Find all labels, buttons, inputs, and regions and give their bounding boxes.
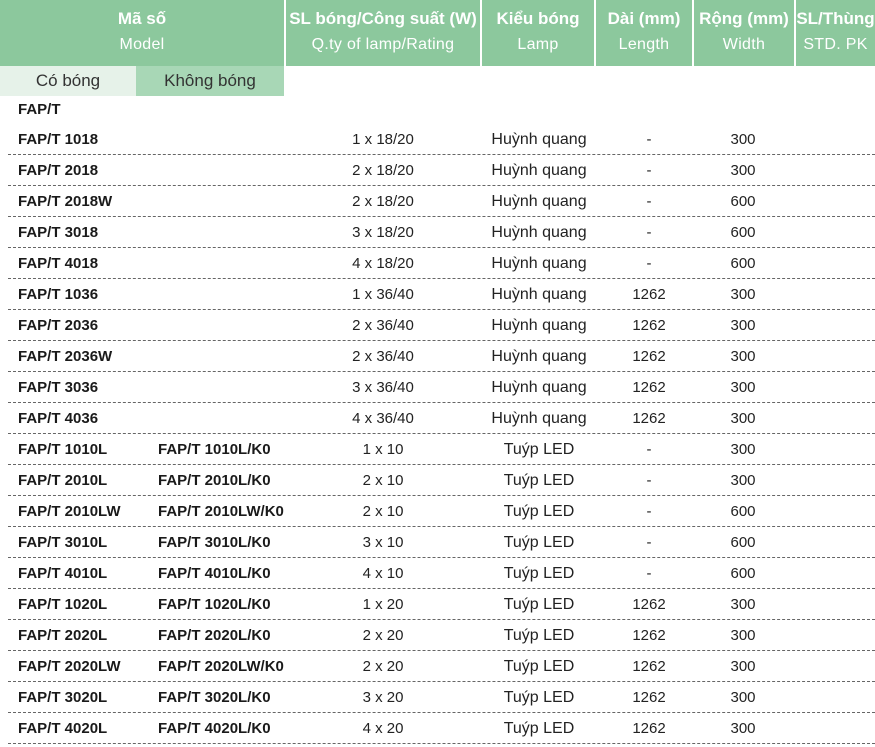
- header-width-en: Width: [722, 36, 766, 53]
- cell-qty: 3 x 10: [362, 534, 404, 551]
- cell-width: 300: [730, 441, 756, 458]
- cell-lamp: Tuýp LED: [503, 720, 575, 737]
- cell-qty: 4 x 10: [362, 565, 404, 582]
- cell-co: FAP/T 3018: [18, 224, 99, 241]
- cell-length: 1262: [632, 379, 666, 396]
- cell-kb: FAP/T 3020L/K0: [158, 689, 271, 706]
- cell-co: FAP/T 2036: [18, 317, 99, 334]
- table-row: [0, 434, 875, 465]
- cell-co: FAP/T 1036: [18, 286, 99, 303]
- header-lamp-en: Lamp: [517, 36, 559, 53]
- table-row: [0, 279, 875, 310]
- cell-co: FAP/T 2020LW: [18, 658, 121, 675]
- header-pack-en: STD. PK: [803, 36, 868, 53]
- cell-width: 300: [730, 720, 756, 737]
- cell-qty: 2 x 18/20: [352, 193, 414, 210]
- cell-qty: 2 x 18/20: [352, 162, 414, 179]
- cell-width: 600: [730, 565, 756, 582]
- header-width-vn: Rộng (mm): [699, 9, 789, 28]
- table-row: [0, 651, 875, 682]
- header-model-vn: Mã số: [117, 9, 167, 28]
- cell-qty: 2 x 10: [362, 503, 404, 520]
- cell-lamp: Tuýp LED: [503, 565, 575, 582]
- cell-width: 300: [730, 596, 756, 613]
- table-row: [0, 124, 875, 155]
- cell-qty: 3 x 36/40: [352, 379, 414, 396]
- header-qty-en: Q.ty of lamp/Rating: [311, 36, 455, 53]
- cell-length: -: [646, 224, 652, 241]
- cell-width: 600: [730, 503, 756, 520]
- cell-kb: FAP/T 4010L/K0: [158, 565, 271, 582]
- cell-lamp: Tuýp LED: [503, 596, 575, 613]
- cell-co: FAP/T 1020L: [18, 596, 108, 613]
- cell-length: 1262: [632, 348, 666, 365]
- cell-co: FAP/T 3020L: [18, 689, 108, 706]
- table-row: [0, 527, 875, 558]
- cell-length: 1262: [632, 720, 666, 737]
- cell-kb: FAP/T 2020LW/K0: [158, 658, 284, 675]
- cell-width: 300: [730, 410, 756, 427]
- cell-lamp: Tuýp LED: [503, 658, 575, 675]
- cell-kb: FAP/T 2010L/K0: [158, 472, 271, 489]
- cell-lamp: Tuýp LED: [503, 441, 575, 458]
- cell-width: 300: [730, 348, 756, 365]
- cell-width: 600: [730, 224, 756, 241]
- cell-co: FAP/T 4018: [18, 255, 99, 272]
- cell-lamp: Huỳnh quang: [491, 162, 587, 179]
- cell-lamp: Huỳnh quang: [491, 317, 587, 334]
- cell-qty: 4 x 20: [362, 720, 404, 737]
- table-row: [0, 589, 875, 620]
- header-length-vn: Dài (mm): [607, 9, 681, 28]
- cell-kb: FAP/T 2020L/K0: [158, 627, 271, 644]
- table-row: [0, 217, 875, 248]
- header-length: [596, 0, 692, 66]
- table-row: [0, 372, 875, 403]
- subheader-khong-bong: Không bóng: [136, 66, 284, 96]
- cell-qty: 2 x 20: [362, 627, 404, 644]
- cell-co: FAP/T 2020L: [18, 627, 108, 644]
- cell-lamp: Tuýp LED: [503, 503, 575, 520]
- cell-qty: 4 x 36/40: [352, 410, 414, 427]
- cell-lamp: Tuýp LED: [503, 534, 575, 551]
- cell-lamp: Huỳnh quang: [491, 131, 587, 148]
- cell-width: 600: [730, 255, 756, 272]
- cell-kb: FAP/T 3010L/K0: [158, 534, 271, 551]
- cell-width: 300: [730, 472, 756, 489]
- cell-length: 1262: [632, 658, 666, 675]
- cell-length: -: [646, 503, 652, 520]
- cell-co: FAP/T 4036: [18, 410, 99, 427]
- table-row: [0, 558, 875, 589]
- cell-kb: FAP/T 2010LW/K0: [158, 503, 284, 520]
- cell-kb: FAP/T 1020L/K0: [158, 596, 271, 613]
- cell-lamp: Huỳnh quang: [491, 348, 587, 365]
- cell-lamp: Huỳnh quang: [491, 224, 587, 241]
- cell-co: FAP/T 4020L: [18, 720, 108, 737]
- cell-length: -: [646, 131, 652, 148]
- table-row: [0, 713, 875, 744]
- cell-lamp: Huỳnh quang: [491, 379, 587, 396]
- cell-co: FAP/T 2036W: [18, 348, 113, 365]
- cell-co: FAP/T 3036: [18, 379, 99, 396]
- cell-qty: 1 x 18/20: [352, 131, 414, 148]
- cell-qty: 2 x 36/40: [352, 317, 414, 334]
- cell-width: 300: [730, 286, 756, 303]
- cell-lamp: Huỳnh quang: [491, 410, 587, 427]
- cell-co: FAP/T 3010L: [18, 534, 108, 551]
- header-pack: [796, 0, 875, 66]
- cell-width: 300: [730, 131, 756, 148]
- header-qty: [286, 0, 480, 66]
- cell-qty: 2 x 10: [362, 472, 404, 489]
- cell-width: 600: [730, 193, 756, 210]
- cell-width: 300: [730, 379, 756, 396]
- header-length-en: Length: [618, 36, 670, 53]
- cell-length: -: [646, 441, 652, 458]
- cell-co: FAP/T 4010L: [18, 565, 108, 582]
- table-row: [0, 310, 875, 341]
- table-row: [0, 155, 875, 186]
- cell-qty: 1 x 10: [362, 441, 404, 458]
- cell-co: FAP/T 2010L: [18, 472, 108, 489]
- table-row: [0, 403, 875, 434]
- cell-kb: FAP/T 1010L/K0: [158, 441, 271, 458]
- cell-kb: FAP/T 4020L/K0: [158, 720, 271, 737]
- cell-length: 1262: [632, 286, 666, 303]
- cell-length: -: [646, 193, 652, 210]
- table-row: [0, 682, 875, 713]
- cell-lamp: Huỳnh quang: [491, 286, 587, 303]
- cell-width: 600: [730, 534, 756, 551]
- cell-length: 1262: [632, 317, 666, 334]
- header-model: [0, 0, 284, 66]
- cell-lamp: Tuýp LED: [503, 472, 575, 489]
- cell-width: 300: [730, 627, 756, 644]
- cell-length: 1262: [632, 410, 666, 427]
- table-header: [0, 0, 875, 66]
- cell-lamp: Tuýp LED: [503, 689, 575, 706]
- table-row: [0, 186, 875, 217]
- cell-length: -: [646, 255, 652, 272]
- cell-co: FAP/T 2010LW: [18, 503, 121, 520]
- cell-width: 300: [730, 689, 756, 706]
- cell-qty: 4 x 18/20: [352, 255, 414, 272]
- header-width: [694, 0, 794, 66]
- cell-qty: 2 x 20: [362, 658, 404, 675]
- table-row: [0, 465, 875, 496]
- cell-length: 1262: [632, 627, 666, 644]
- cell-lamp: Tuýp LED: [503, 627, 575, 644]
- table-row: [0, 248, 875, 279]
- cell-lamp: Huỳnh quang: [491, 255, 587, 272]
- header-lamp-vn: Kiểu bóng: [496, 9, 580, 28]
- header-qty-vn: SL bóng/Công suất (W): [289, 9, 477, 28]
- cell-qty: 3 x 18/20: [352, 224, 414, 241]
- header-lamp: [482, 0, 594, 66]
- cell-width: 300: [730, 162, 756, 179]
- cell-qty: 3 x 20: [362, 689, 404, 706]
- group-label: FAP/T: [18, 101, 61, 118]
- cell-length: -: [646, 472, 652, 489]
- cell-width: 300: [730, 317, 756, 334]
- table-row: [0, 620, 875, 651]
- cell-length: -: [646, 534, 652, 551]
- cell-qty: 2 x 36/40: [352, 348, 414, 365]
- cell-co: FAP/T 1018: [18, 131, 99, 148]
- table-row: [0, 341, 875, 372]
- table-row: [0, 496, 875, 527]
- subheader-co-bong: Có bóng: [0, 66, 136, 96]
- cell-length: 1262: [632, 596, 666, 613]
- header-model-en: Model: [119, 36, 165, 53]
- cell-length: 1262: [632, 689, 666, 706]
- cell-length: -: [646, 565, 652, 582]
- cell-qty: 1 x 20: [362, 596, 404, 613]
- header-pack-vn: SL/Thùng: [796, 9, 875, 28]
- cell-lamp: Huỳnh quang: [491, 193, 587, 210]
- cell-length: -: [646, 162, 652, 179]
- cell-co: FAP/T 2018: [18, 162, 99, 179]
- cell-co: FAP/T 1010L: [18, 441, 108, 458]
- cell-co: FAP/T 2018W: [18, 193, 113, 210]
- cell-qty: 1 x 36/40: [352, 286, 414, 303]
- cell-width: 300: [730, 658, 756, 675]
